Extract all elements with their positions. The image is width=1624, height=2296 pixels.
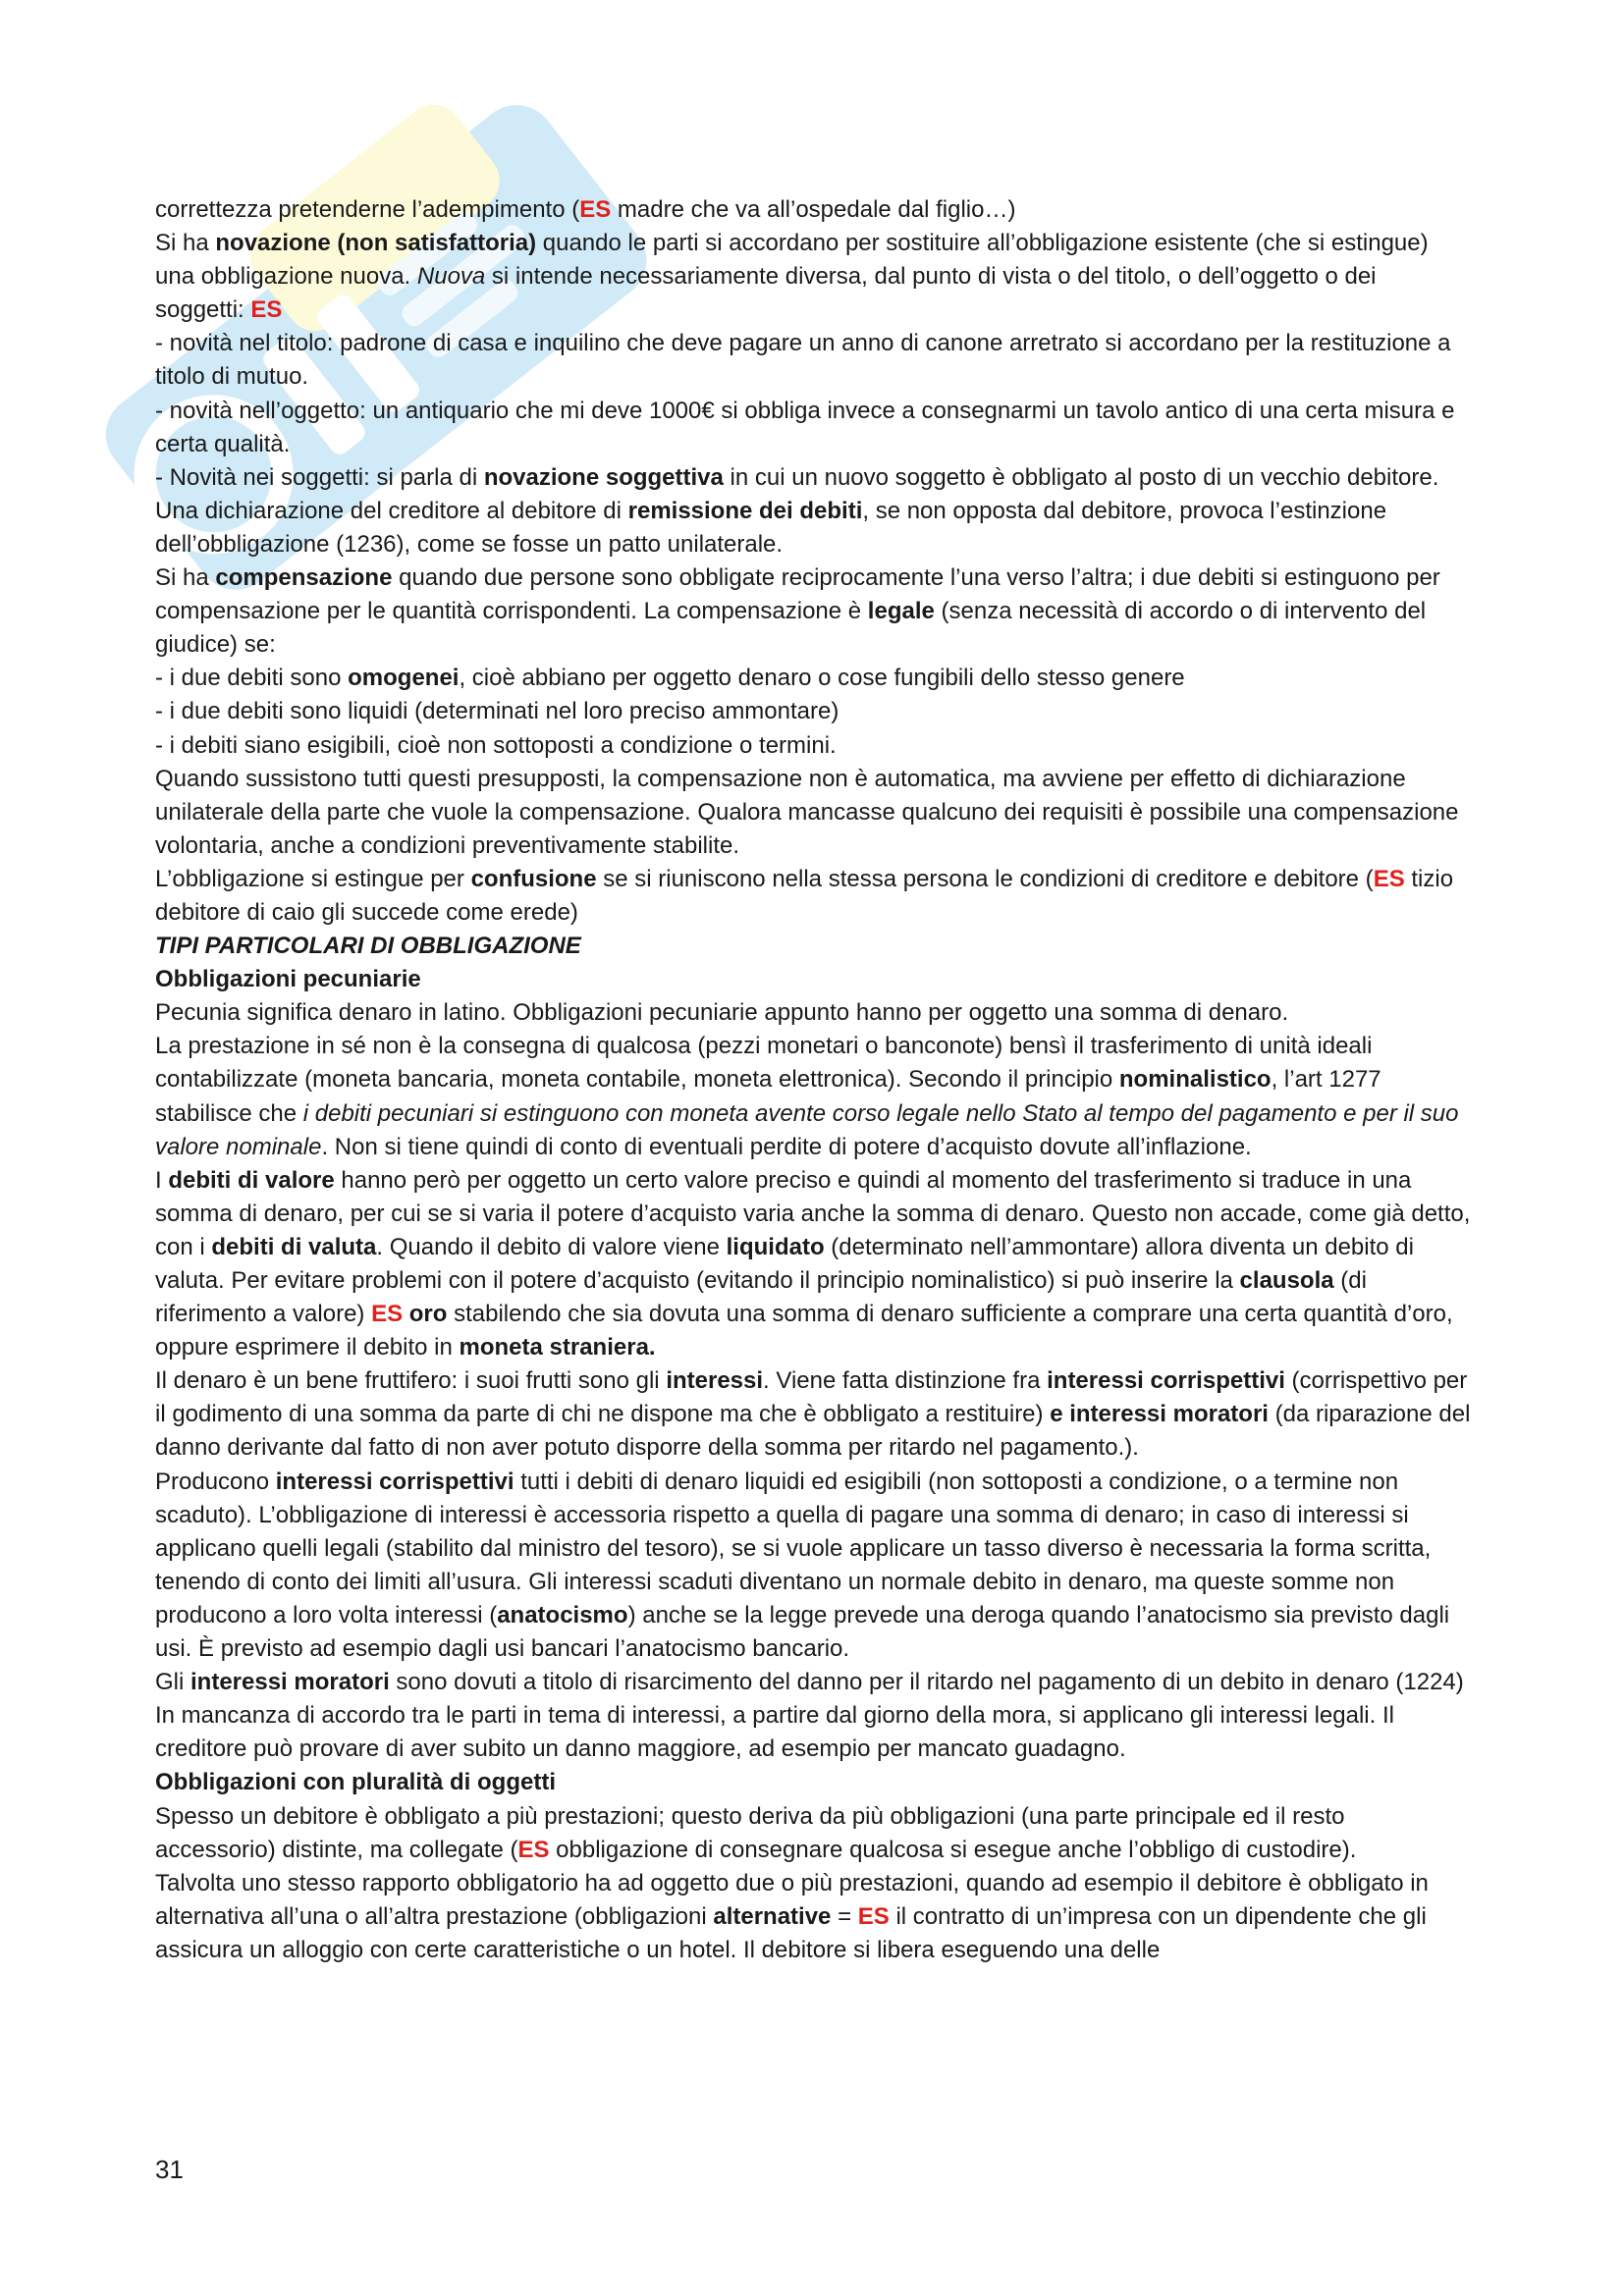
text-run: Si ha	[155, 230, 216, 257]
emphasized-text: liquidato	[726, 1233, 825, 1260]
paragraph	[155, 863, 1471, 930]
example-marker: ES	[857, 1902, 890, 1930]
text-run: Gli	[155, 1669, 190, 1696]
paragraph	[155, 695, 1471, 728]
emphasized-text: Obbligazioni pecuniarie	[155, 966, 421, 993]
example-marker: ES	[371, 1301, 404, 1328]
emphasized-text: interessi moratori	[190, 1669, 390, 1696]
text-run: - i debiti siano esigibili, cioè non sottoposti a condizione o termini.	[155, 731, 837, 759]
emphasized-text: anatocismo	[497, 1601, 628, 1629]
emphasized-text: e interessi moratori	[1050, 1401, 1269, 1428]
text-run: , cioè abbiano per oggetto denaro o cose fungibili dello stesso genere	[459, 665, 1185, 692]
emphasized-text: oro	[408, 1301, 448, 1328]
text-run: I	[155, 1166, 169, 1194]
text-run: - Novità nei soggetti: si parla di	[155, 463, 484, 491]
paragraph	[155, 1766, 1471, 1799]
emphasized-text: interessi corrispettivi	[275, 1468, 514, 1495]
text-run: quando le parti si accordano per sostituire all’obbligazione esistente (che si estingue) una obbligazione nuova.	[155, 230, 1429, 291]
text-run: Una dichiarazione del creditore al debitore di	[155, 497, 628, 524]
paragraph	[155, 495, 1471, 561]
text-run: stabilendo che sia dovuta una somma di denaro sufficiente a comprare una certa quantità d’oro, oppure esprimere il debito in	[155, 1301, 1453, 1362]
paragraph	[155, 227, 1471, 327]
text-run: (senza necessità di accordo o di intervento del giudice) se:	[155, 598, 1427, 659]
document-body	[155, 193, 1471, 1967]
text-run: sono dovuti a titolo di risarcimento del danno per il ritardo nel pagamento di un debito in denaro (1224) In mancanza di accordo tra le parti in tema di interessi, a partire dal giorno della mora, si applicano gli interessi legali. Il creditore può provare di aver subito un danno maggiore, ad esempio per mancato guadagno.	[155, 1669, 1464, 1763]
emphasized-text: interessi	[666, 1367, 764, 1395]
example-marker: ES	[250, 296, 283, 324]
text-run: quando due persone sono obbligate reciprocamente l’una verso l’altra; i due debiti si estinguono per compensazione per le quantità corrispondenti. La compensazione è	[155, 564, 1440, 625]
paragraph	[155, 1030, 1471, 1163]
paragraph	[155, 930, 1471, 963]
text-run: - i due debiti sono	[155, 665, 349, 692]
text-run: Talvolta uno stesso rapporto obbligatorio ha ad oggetto due o più prestazioni, quando ad esempio il debitore è obbligato in alternativa all’una o all’altra prestazione (obbligazioni	[155, 1869, 1429, 1930]
emphasized-text: interessi corrispettivi	[1047, 1367, 1285, 1395]
emphasized-text: debiti di valore	[168, 1166, 335, 1194]
text-run: tutti i debiti di denaro liquidi ed esigibili (non sottoposti a condizione, o a termine non scaduto). L’obbligazione di interessi è accessoria rispetto a quella di pagare una somma di denaro; in caso di interessi si applicano quelli legali (stabilito dal ministro del tesoro), se si vuole applicare un tasso diverso è necessaria la forma scritta, tenendo di conto dei limiti all’usura. Gli interessi scaduti diventano un normale debito in denaro, ma queste somme non producono a loro volta interessi (	[155, 1468, 1432, 1629]
paragraph	[155, 1164, 1471, 1365]
emphasized-text: TIPI PARTICOLARI DI OBBLIGAZIONE	[155, 933, 581, 960]
emphasized-text: legale	[867, 598, 935, 625]
text-run: il contratto di un’impresa con un dipendente che gli assicura un alloggio con certe caratteristiche o un hotel. Il debitore si libera eseguendo una delle	[155, 1902, 1427, 1963]
text-run: madre che va all’ospedale dal figlio…)	[611, 196, 1016, 223]
paragraph	[155, 996, 1471, 1030]
emphasized-text: remissione dei debiti	[627, 497, 863, 524]
text-run: (da riparazione del danno derivante dal fatto di non aver potuto disporre della somma per ritardo nel pagamento.).	[155, 1401, 1471, 1462]
text-run: Spesso un debitore è obbligato a più prestazioni; questo deriva da più obbligazioni (una parte principale ed il resto accessorio) distinte, ma collegate (	[155, 1802, 1345, 1863]
paragraph	[155, 662, 1471, 695]
text-run: L’obbligazione si estingue per	[155, 865, 471, 892]
paragraph	[155, 729, 1471, 763]
paragraph	[155, 963, 1471, 996]
text-run: obbligazione di consegnare qualcosa si esegue anche l’obbligo di custodire).	[549, 1836, 1357, 1863]
text-run: si intende necessariamente diversa, dal punto di vista o del titolo, o dell’oggetto o dei soggetti:	[155, 263, 1377, 324]
emphasized-text: i debiti pecuniari si estinguono con moneta avente corso legale nello Stato al tempo del pagamento e per il suo valore nominale	[155, 1099, 1459, 1160]
text-run: , l’art 1277 stabilisce che	[155, 1066, 1381, 1127]
emphasized-text: compensazione	[215, 564, 393, 592]
text-run: - novità nell’oggetto: un antiquario che mi deve 1000€ si obbliga invece a consegnarmi un tavolo antico di una certa misura e certa qualità.	[155, 397, 1455, 457]
text-run: , se non opposta dal debitore, provoca l’estinzione dell’obbligazione (1236), come se fosse un patto unilaterale.	[155, 497, 1387, 558]
example-marker: ES	[1373, 865, 1405, 892]
paragraph	[155, 1800, 1471, 1867]
text-run: . Viene fatta distinzione fra	[763, 1367, 1048, 1395]
emphasized-text: alternative	[713, 1902, 832, 1930]
text-run: in cui un nuovo soggetto è obbligato al posto di un vecchio debitore.	[723, 463, 1439, 491]
paragraph	[155, 1867, 1471, 1967]
paragraph	[155, 1466, 1471, 1667]
emphasized-text: omogenei	[348, 665, 460, 692]
text-run: . Quando il debito di valore viene	[376, 1233, 727, 1260]
text-run	[403, 1301, 409, 1327]
example-marker: ES	[517, 1836, 550, 1863]
text-run: Quando sussistono tutti questi presupposti, la compensazione non è automatica, ma avviene per effetto di dichiarazione unilaterale della parte che vuole la compensazione. Qualora mancasse qualcuno dei requisiti è possibile una compensazione volontaria, anche a condizioni preventivamente stabilite.	[155, 765, 1459, 859]
text-run: . Non si tiene quindi di conto di eventuali perdite di potere d’acquisto dovute all’inflazione.	[321, 1133, 1252, 1160]
text-run: hanno però per oggetto un certo valore preciso e quindi al momento del trasferimento si traduce in una somma di denaro, per cui se si varia il potere d’acquisto varia anche la somma di denaro. Questo non accade, come già detto, con i	[155, 1166, 1471, 1260]
emphasized-text: moneta straniera.	[459, 1334, 656, 1362]
text-run: Si ha	[155, 564, 216, 592]
text-run: Pecunia significa denaro in latino. Obbligazioni pecuniarie appunto hanno per oggetto una somma di denaro.	[155, 999, 1289, 1027]
text-run: se si riuniscono nella stessa persona le condizioni di creditore e debitore (	[596, 865, 1374, 892]
paragraph	[155, 1666, 1471, 1766]
text-run: - i due debiti sono liquidi (determinati nel loro preciso ammontare)	[155, 698, 839, 725]
paragraph	[155, 395, 1471, 461]
emphasized-text: debiti di valuta	[211, 1233, 377, 1260]
emphasized-text: nominalistico	[1118, 1066, 1272, 1094]
text-run: (determinato nell’ammontare) allora diventa un debito di valuta. Per evitare problemi con il potere d’acquisto (evitando il principio nominalistico) si può inserire la	[155, 1233, 1414, 1294]
emphasized-text: confusione	[470, 865, 597, 892]
emphasized-text: novazione soggettiva	[483, 463, 724, 491]
paragraph	[155, 461, 1471, 495]
page-number: 31	[155, 2155, 184, 2184]
paragraph	[155, 763, 1471, 863]
paragraph	[155, 327, 1471, 394]
text-run: La prestazione in sé non è la consegna di qualcosa (pezzi monetari o banconote) bensì il trasferimento di unità ideali contabilizzate (moneta bancaria, moneta contabile, moneta elettronica). Secondo il principio	[155, 1033, 1373, 1094]
text-run: ) anche se la legge prevede una deroga quando l’anatocismo sia previsto dagli usi. È previsto ad esempio dagli usi bancari l’anatocismo bancario.	[155, 1601, 1450, 1663]
emphasized-text: Obbligazioni con pluralità di oggetti	[155, 1769, 556, 1796]
paragraph	[155, 193, 1471, 227]
text-run: =	[831, 1902, 858, 1930]
text-run: (corrispettivo per il godimento di una somma da parte di chi ne dispone ma che è obbligato a restituire)	[155, 1367, 1468, 1428]
emphasized-text: Nuova	[416, 263, 486, 291]
text-run: - novità nel titolo: padrone di casa e inquilino che deve pagare un anno di canone arretrato si accordano per la restituzione a titolo di mutuo.	[155, 330, 1451, 391]
text-run: Producono	[155, 1468, 276, 1495]
example-marker: ES	[579, 196, 612, 223]
text-run: correttezza pretenderne l’adempimento (	[155, 196, 580, 223]
paragraph	[155, 1364, 1471, 1465]
emphasized-text: novazione (non satisfattoria)	[215, 230, 537, 257]
text-run: (di riferimento a valore)	[155, 1267, 1367, 1328]
emphasized-text: clausola	[1239, 1267, 1334, 1294]
paragraph	[155, 561, 1471, 662]
text-run: tizio debitore di caio gli succede come erede)	[155, 865, 1454, 926]
text-run: Il denaro è un bene fruttifero: i suoi frutti sono gli	[155, 1367, 667, 1395]
